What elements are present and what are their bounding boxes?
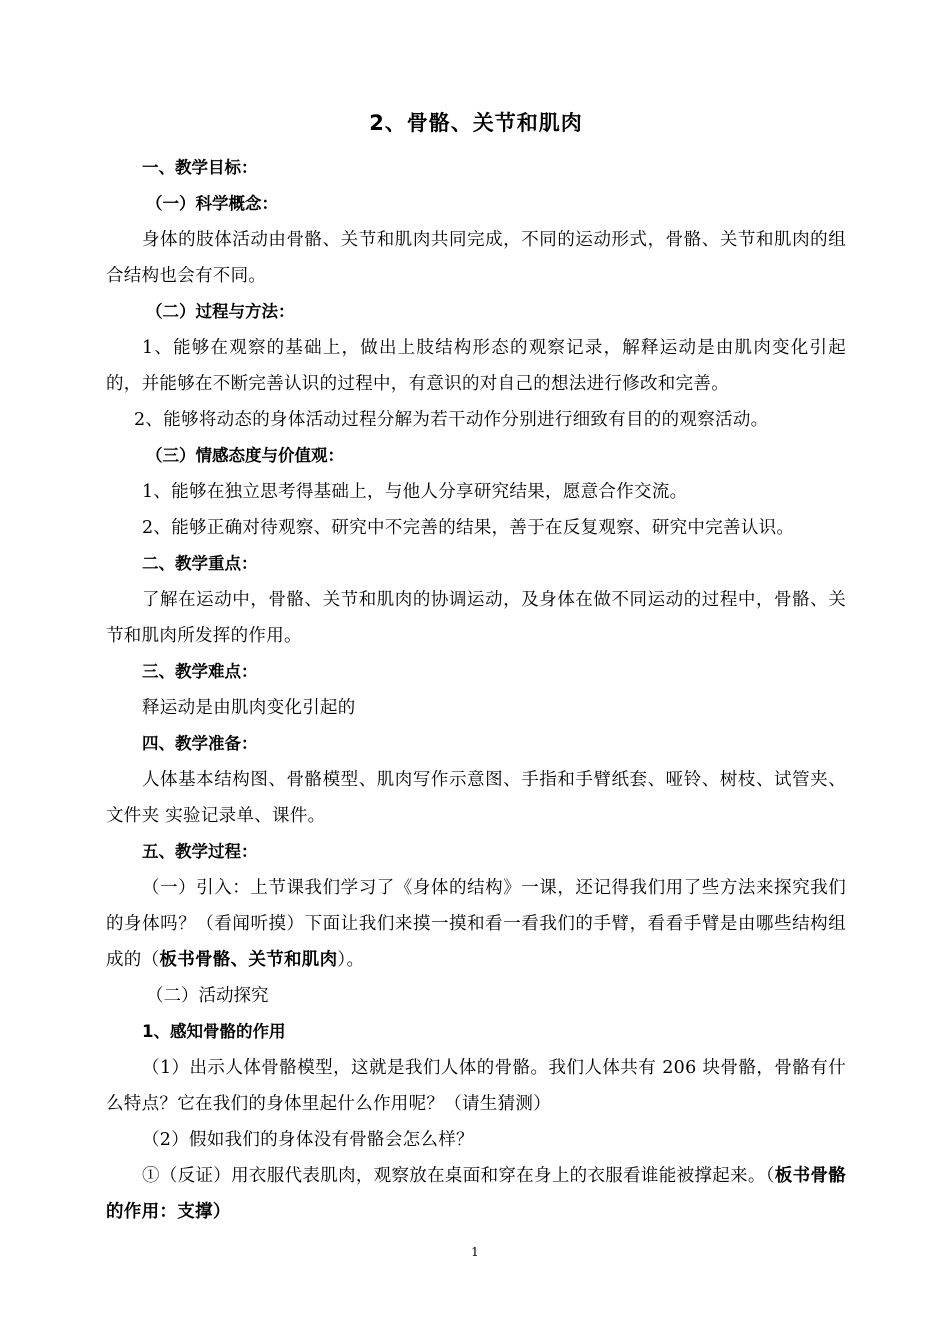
attitude-item-1: 1、能够在独立思考得基础上，与他人分享研究结果，愿意合作交流。 xyxy=(142,482,688,502)
concept-heading: （一）科学概念： xyxy=(146,194,278,213)
intro-paragraph xyxy=(106,870,846,978)
bone-heading: 1、感知骨骼的作用 xyxy=(142,1022,286,1041)
goals-heading: 一、教学目标： xyxy=(142,158,258,177)
attitude-item-2: 2、能够正确对待观察、研究中不完善的结果，善于在反复观察、研究中完善认识。 xyxy=(142,518,795,538)
process-main-heading: 五、教学过程： xyxy=(142,842,258,861)
concept-text: 身体的肢体活动由骨骼、关节和肌肉共同完成，不同的运动形式，骨骼、关节和肌肉的组合结构也会有不同。 xyxy=(106,230,846,286)
process-item-1: 1、能够在观察的基础上，做出上肢结构形态的观察记录，解释运动是由肌肉变化引起的，并能够在不断完善认识的过程中，有意识的对自己的想法进行修改和完善。 xyxy=(106,338,846,394)
difficulty-heading: 三、教学难点： xyxy=(142,662,258,681)
focus-heading: 二、教学重点： xyxy=(142,554,258,573)
page-number: 1 xyxy=(471,1245,479,1259)
bone-3-text: ①（反证）用衣服代表肌肉，观察放在桌面和穿在身上的衣服看谁能被撑起来。（ xyxy=(142,1166,775,1186)
bone-item-1: （1）出示人体骨骼模型，这就是我们人体的骨骼。我们人体共有 206 块骨骼，骨骼有什么特点？它在我们的身体里起什么作用呢？（请生猜测） xyxy=(106,1058,846,1114)
bone-item-2: （2）假如我们的身体没有骨骼会怎么样？ xyxy=(142,1130,474,1150)
intro-bold: 板书骨骼、关节和肌肉 xyxy=(159,950,338,970)
activity-heading: （二）活动探究 xyxy=(146,986,269,1006)
prep-text: 人体基本结构图、骨骼模型、肌肉写作示意图、手指和手臂纸套、哑铃、树枝、试管夹、文件夹 实验记录单、课件。 xyxy=(106,770,846,826)
focus-text: 了解在运动中，骨骼、关节和肌肉的协调运动，及身体在做不同运动的过程中，骨骼、关节和肌肉所发挥的作用。 xyxy=(106,590,846,646)
prep-heading: 四、教学准备： xyxy=(142,734,258,753)
bone-3-bold: 板书骨骼的作用：支撑 xyxy=(106,1166,847,1222)
bone-3-end: ） xyxy=(212,1202,231,1222)
page-title: 2、骨骼、关节和肌肉 xyxy=(369,111,583,135)
intro-end: ）。 xyxy=(337,950,365,970)
bone-item-3 xyxy=(106,1158,846,1230)
attitude-heading: （三）情感态度与价值观： xyxy=(146,446,344,465)
difficulty-text: 释运动是由肌肉变化引起的 xyxy=(142,698,356,718)
intro-text: （一）引入：上节课我们学习了《身体的结构》一课，还记得我们用了些方法来探究我们的身体吗？（看闻听摸）下面让我们来摸一摸和看一看我们的手臂，看看手臂是由哪些结构组成的（ xyxy=(106,878,846,970)
process-item-2: 2、能够将动态的身体活动过程分解为若干动作分别进行细致有目的的观察活动。 xyxy=(134,410,769,430)
process-heading: （二）过程与方法： xyxy=(146,302,295,321)
